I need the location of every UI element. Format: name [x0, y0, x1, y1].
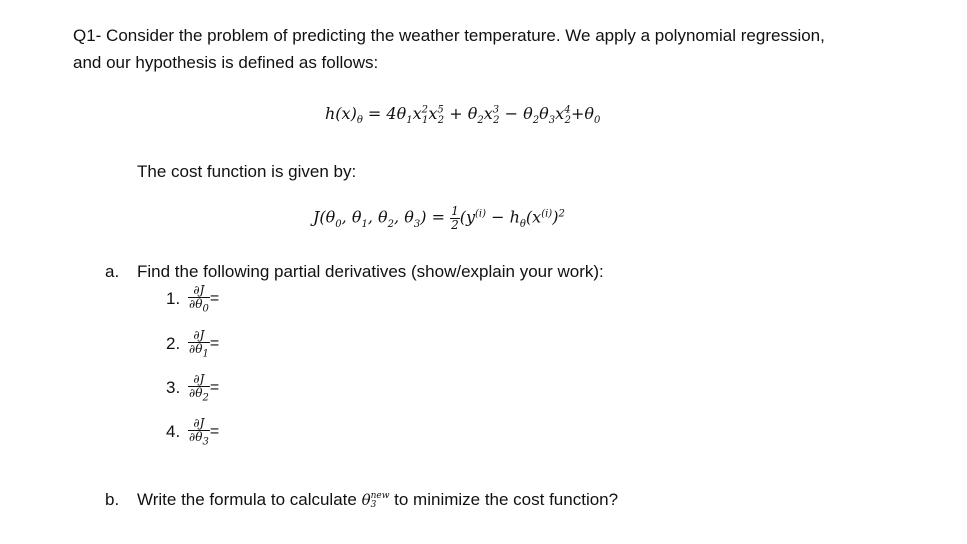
cost-function-equation: $J(\theta_0$, $\theta_1$, $\theta_2$, $\theta_3$) = $\frac{1}{2}$ ($y^{(i)} - h_\theta(x^{(i)})^2$: [313, 204, 565, 232]
derivative-item-2: 2. $\frac{\partial J}{\partial\theta_1}$ =: [166, 328, 220, 359]
derivative-item-3: 3. $\frac{\partial J}{\partial\theta_2}$ =: [166, 372, 220, 403]
derivative-item-1: 1. $\frac{\partial J}{\partial\theta_0}$ =: [166, 283, 220, 314]
part-a-letter: a.: [105, 262, 120, 281]
derivative-item-4: 4. $\frac{\partial J}{\partial\theta_3}$ =: [166, 416, 220, 447]
part-b-letter: b.: [105, 490, 120, 509]
hypothesis-equation: $h(x)_\theta = 4\theta_1x^2_1x^5_2 + \theta_2x^3_2 - \theta_2\theta_3x^4_2+\theta_0$: [325, 104, 601, 127]
question-line-1: Q1- Consider the problem of predicting the weather temperature. We apply a polynomial regression,: [73, 26, 825, 45]
one-half-fraction: $\frac{1}{2}$: [451, 204, 459, 232]
part-a-text: Find the following partial derivatives (show/explain your work):: [137, 262, 604, 281]
part-b-text: Write the formula to calculate θ new 3 to minimize the cost function?: [137, 490, 619, 510]
question-line-2: and our hypothesis is defined as follows:: [73, 53, 379, 72]
cost-function-label: The cost function is given by:: [137, 162, 357, 181]
